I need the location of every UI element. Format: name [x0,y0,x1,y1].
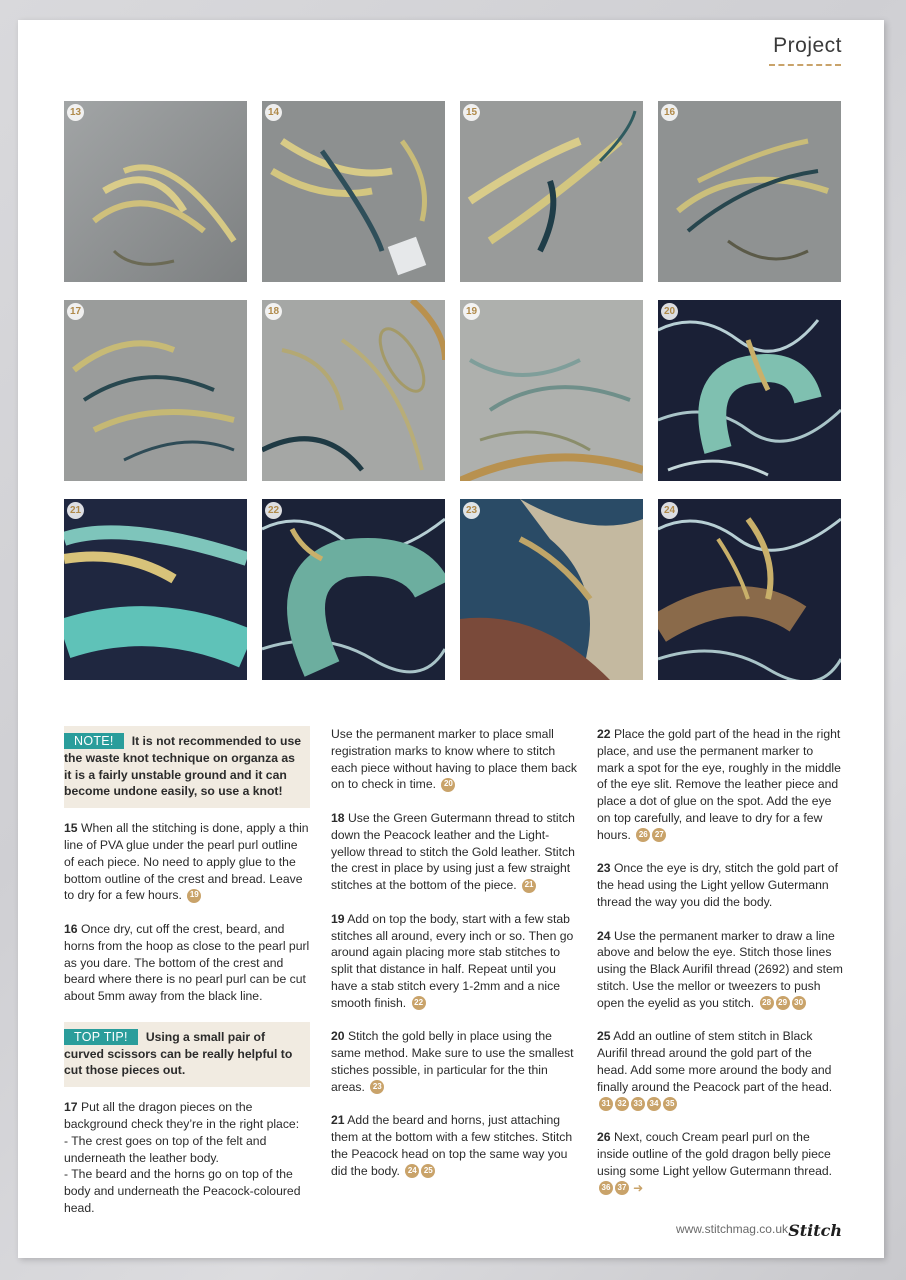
note-text: It is not recommended to use the waste knot technique on organza as it is a fairly unstable ground and it can become undone easily, so use a knot! [64,734,302,799]
step-number: 18 [331,810,345,825]
step-number: 16 [64,921,78,936]
step-text: When all the stitching is done, apply a thin line of PVA glue under the pearl purl outline of each piece. No need to apply glue to the bottom outline of the crest and bread. Leave to dry for a few hours. [64,821,309,903]
step-number: 19 [331,911,345,926]
continue-arrow-icon: ➜ [633,1180,644,1195]
step-16 [64,921,310,1005]
photo-step-20 [658,300,841,481]
step-number: 21 [331,1113,345,1128]
note-box [64,726,310,808]
photo-step-18 [262,300,445,481]
photo-step-15 [460,101,643,282]
photo-step-24 [658,499,841,680]
step-text: Once dry, cut off the crest, beard, and horns from the hoop as close to the pearl purl as you dare. The bottom of the crest and beard where there is no pearl purl can be cut about 5mm away from the black line. [64,921,310,1004]
ref-badge: 34 [647,1097,661,1111]
photo-step-16 [658,101,841,282]
step-22 [597,726,843,844]
ref-badge: 23 [370,1080,384,1094]
photo-number: 21 [67,502,84,519]
photo-number: 14 [265,104,282,121]
text-column-2 [331,726,577,1196]
section-title: Project [773,34,842,57]
ref-badge: 26 [636,828,650,842]
photo-number: 16 [661,104,678,121]
note-label: NOTE! [64,733,124,749]
photo-step-23 [460,499,643,680]
ref-badge: 36 [599,1181,613,1195]
photo-step-17 [64,300,247,481]
step-line: - The beard and the horns go on top of the body and underneath the Peacock-coloured head. [64,1167,301,1215]
photo-number: 23 [463,502,480,519]
step-number: 24 [597,928,611,943]
step-23 [597,860,843,910]
step-26 [597,1129,843,1196]
magazine-page [18,20,884,1258]
ref-badge: 19 [187,889,201,903]
ref-badge: 27 [652,828,666,842]
photo-step-19 [460,300,643,481]
step-19 [331,911,577,1012]
footer-brand-logo: Stitch [788,1221,842,1240]
tip-label: TOP TIP! [64,1029,138,1045]
ref-badge: 20 [441,778,455,792]
photo-step-21 [64,499,247,680]
step-text: Add on top the body, start with a few stab stitches all around, every inch or so. Then go around again placing more stab stitches to split that distance in half. Repeat until you have a stab stitch every 1-2mm and a nice smooth finish. [331,911,574,1010]
step-text: Next, couch Cream pearl purl on the inside outline of the gold dragon belly piece using some Light yellow Gutermann thread. [597,1130,833,1178]
step-20 [331,1028,577,1095]
step-number: 25 [597,1029,611,1044]
tip-text: Using a small pair of curved scissors can be really helpful to cut those pieces out. [64,1029,293,1078]
ref-badge: 21 [522,879,536,893]
photo-step-13 [64,101,247,282]
ref-badge: 25 [421,1164,435,1178]
photo-number: 13 [67,104,84,121]
step-15 [64,820,310,904]
photo-grid [64,101,842,681]
photo-number: 24 [661,502,678,519]
text-column-3 [597,726,843,1213]
ref-badge: 29 [776,996,790,1010]
step-18 [331,810,577,894]
step-25 [597,1028,843,1112]
step-21 [331,1112,577,1179]
step-text: Add an outline of stem stitch in Black Aurifil thread around the gold part of the head. Add some more around the body and finally around the Peacock part of the head. [597,1029,833,1094]
step-17 [64,1099,310,1217]
section-rule [769,64,841,66]
ref-badge: 31 [599,1097,613,1111]
step-text: Once the eye is dry, stitch the gold part of the head using the Light yellow Gutermann thread the way you did the body. [597,861,838,909]
step-number: 20 [331,1029,345,1044]
ref-badge: 22 [412,996,426,1010]
ref-badge: 35 [663,1097,677,1111]
step-number: 22 [597,727,611,741]
text-column-1 [64,726,310,1234]
photo-number: 15 [463,104,480,121]
step-number: 23 [597,861,611,876]
step-text: Stitch the gold belly in place using the same method. Make sure to use the smallest stiches possible, in particular for the thin areas. [331,1029,574,1094]
ref-badge: 30 [792,996,806,1010]
photo-number: 22 [265,502,282,519]
step-text: Use the Green Gutermann thread to stitch down the Peacock leather and the Light-yellow thread to stitch the Gold leather. Stitch the crest in place by using just a few straight stitches at the bottom of the piece. [331,810,575,893]
step-text: Use the permanent marker to place small registration marks to know where to stitch each piece without having to place them back on to check in time. [331,727,577,792]
photo-step-22 [262,499,445,680]
step-text: Place the gold part of the head in the right place, and use the permanent marker to mark a spot for the eye, roughly in the middle of the eye slit. Remove the leather piece and place a dot of glue on the spot. Add the eye on top carefully, and leave to dry for a few hours. [597,727,841,842]
ref-badge: 33 [631,1097,645,1111]
photo-number: 20 [661,303,678,320]
ref-badge: 24 [405,1164,419,1178]
top-tip-box [64,1022,310,1087]
footer-url[interactable]: www.stitchmag.co.uk [675,1222,788,1236]
step-number: 17 [64,1100,78,1115]
ref-badge: 28 [760,996,774,1010]
step-number: 15 [64,821,78,836]
ref-badge: 37 [615,1181,629,1195]
photo-step-14 [262,101,445,282]
step-number: 26 [597,1130,611,1145]
photo-number: 17 [67,303,84,320]
photo-number: 18 [265,303,282,320]
step-24 [597,928,843,1012]
step-line: - The crest goes on top of the felt and underneath the leather body. [64,1133,267,1165]
step-text: Put all the dragon pieces on the background check they’re in the right place: [64,1100,300,1131]
step-text: Add the beard and horns, just attaching them at the bottom with a few stitches. Stitch the Peacock head on top the same way you did the body. [331,1113,573,1178]
step-17-continued [331,726,577,793]
step-text: Use the permanent marker to draw a line above and below the eye. Stitch those lines using the Black Aurifil thread (2692) and stem stitch. Use the mellor or tweezers to push open the eyelid as you stitch. [597,928,843,1010]
ref-badge: 32 [615,1097,629,1111]
photo-number: 19 [463,303,480,320]
